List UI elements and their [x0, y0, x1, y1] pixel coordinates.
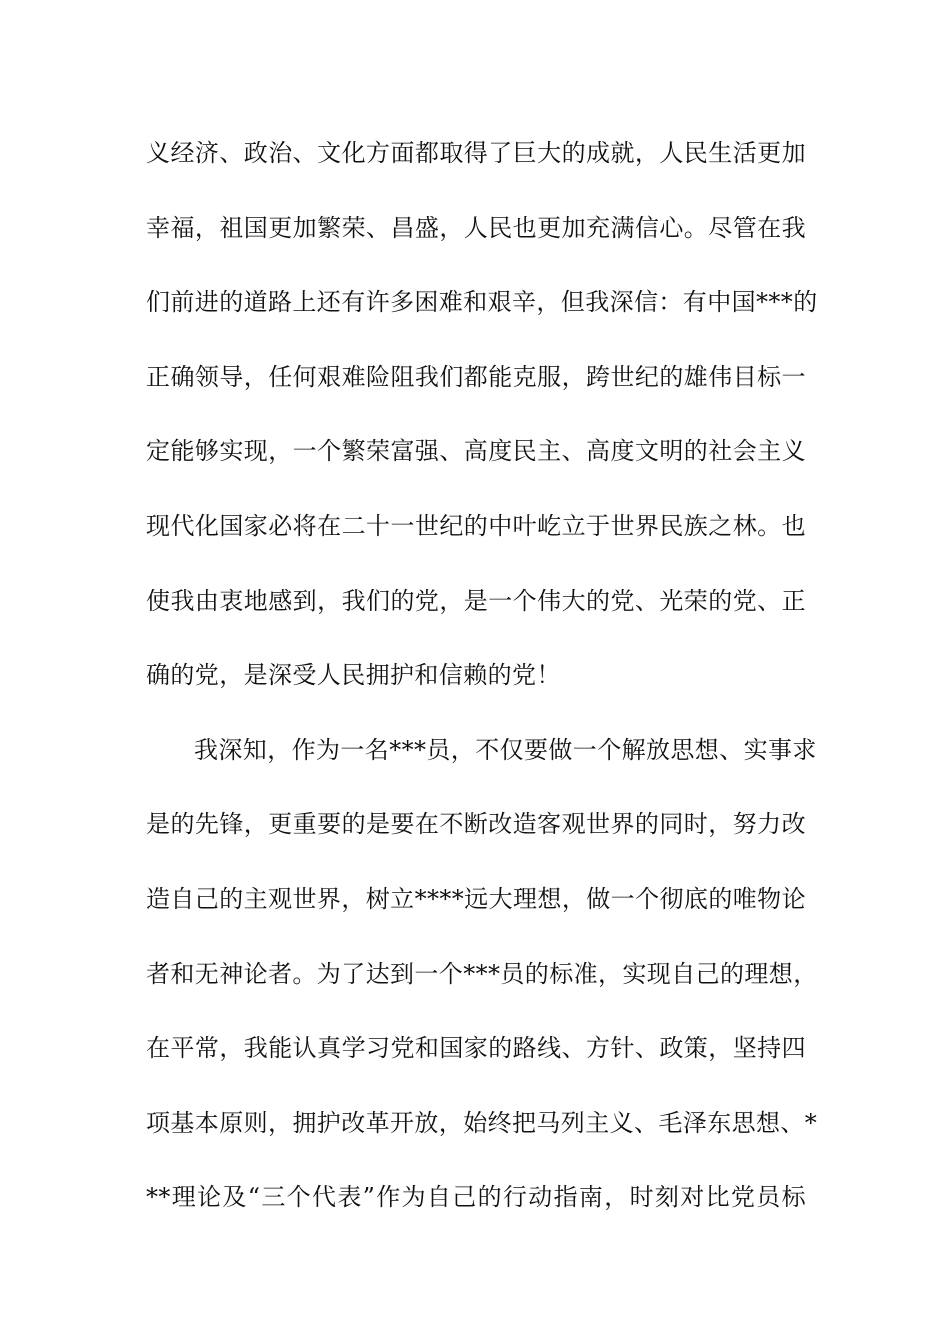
text-line-9: 我深知，作为一名***员，不仅要做一个解放思想、实事求 [194, 735, 817, 764]
text-line-11: 造自己的主观世界，树立****远大理想，做一个彻底的唯物论 [146, 884, 806, 913]
text-line-2: 幸福，祖国更加繁荣、昌盛，人民也更加充满信心。尽管在我 [146, 213, 806, 242]
text-line-14: 项基本原则，拥护改革开放，始终把马列主义、毛泽东思想、* [146, 1108, 818, 1137]
text-line-12: 者和无神论者。为了达到一个***员的标准，实现自己的理想， [146, 959, 818, 988]
text-line-6: 现代化国家必将在二十一世纪的中叶屹立于世界民族之林。也 [146, 511, 806, 540]
text-line-5: 定能够实现，一个繁荣富强、高度民主、高度文明的社会主义 [146, 437, 806, 466]
text-line-13: 在平常，我能认真学习党和国家的路线、方针、政策，坚持四 [146, 1034, 806, 1063]
body-text [146, 130, 818, 1249]
text-line-4: 正确领导，任何艰难险阻我们都能克服，跨世纪的雄伟目标一 [146, 362, 806, 391]
text-line-7: 使我由衷地感到，我们的党，是一个伟大的党、光荣的党、正 [146, 586, 806, 615]
text-line-1: 义经济、政治、文化方面都取得了巨大的成就，人民生活更加 [146, 139, 806, 167]
text-line-8: 确的党，是深受人民拥护和信赖的党！ [146, 661, 561, 690]
text-line-15: **理论及“三个代表”作为自己的行动指南，时刻对比党员标 [146, 1183, 806, 1212]
text-line-10: 是的先锋，更重要的是要在不断改造客观世界的同时，努力改 [146, 810, 806, 839]
text-line-3: 们前进的道路上还有许多困难和艰辛，但我深信：有中国***的 [146, 288, 818, 317]
